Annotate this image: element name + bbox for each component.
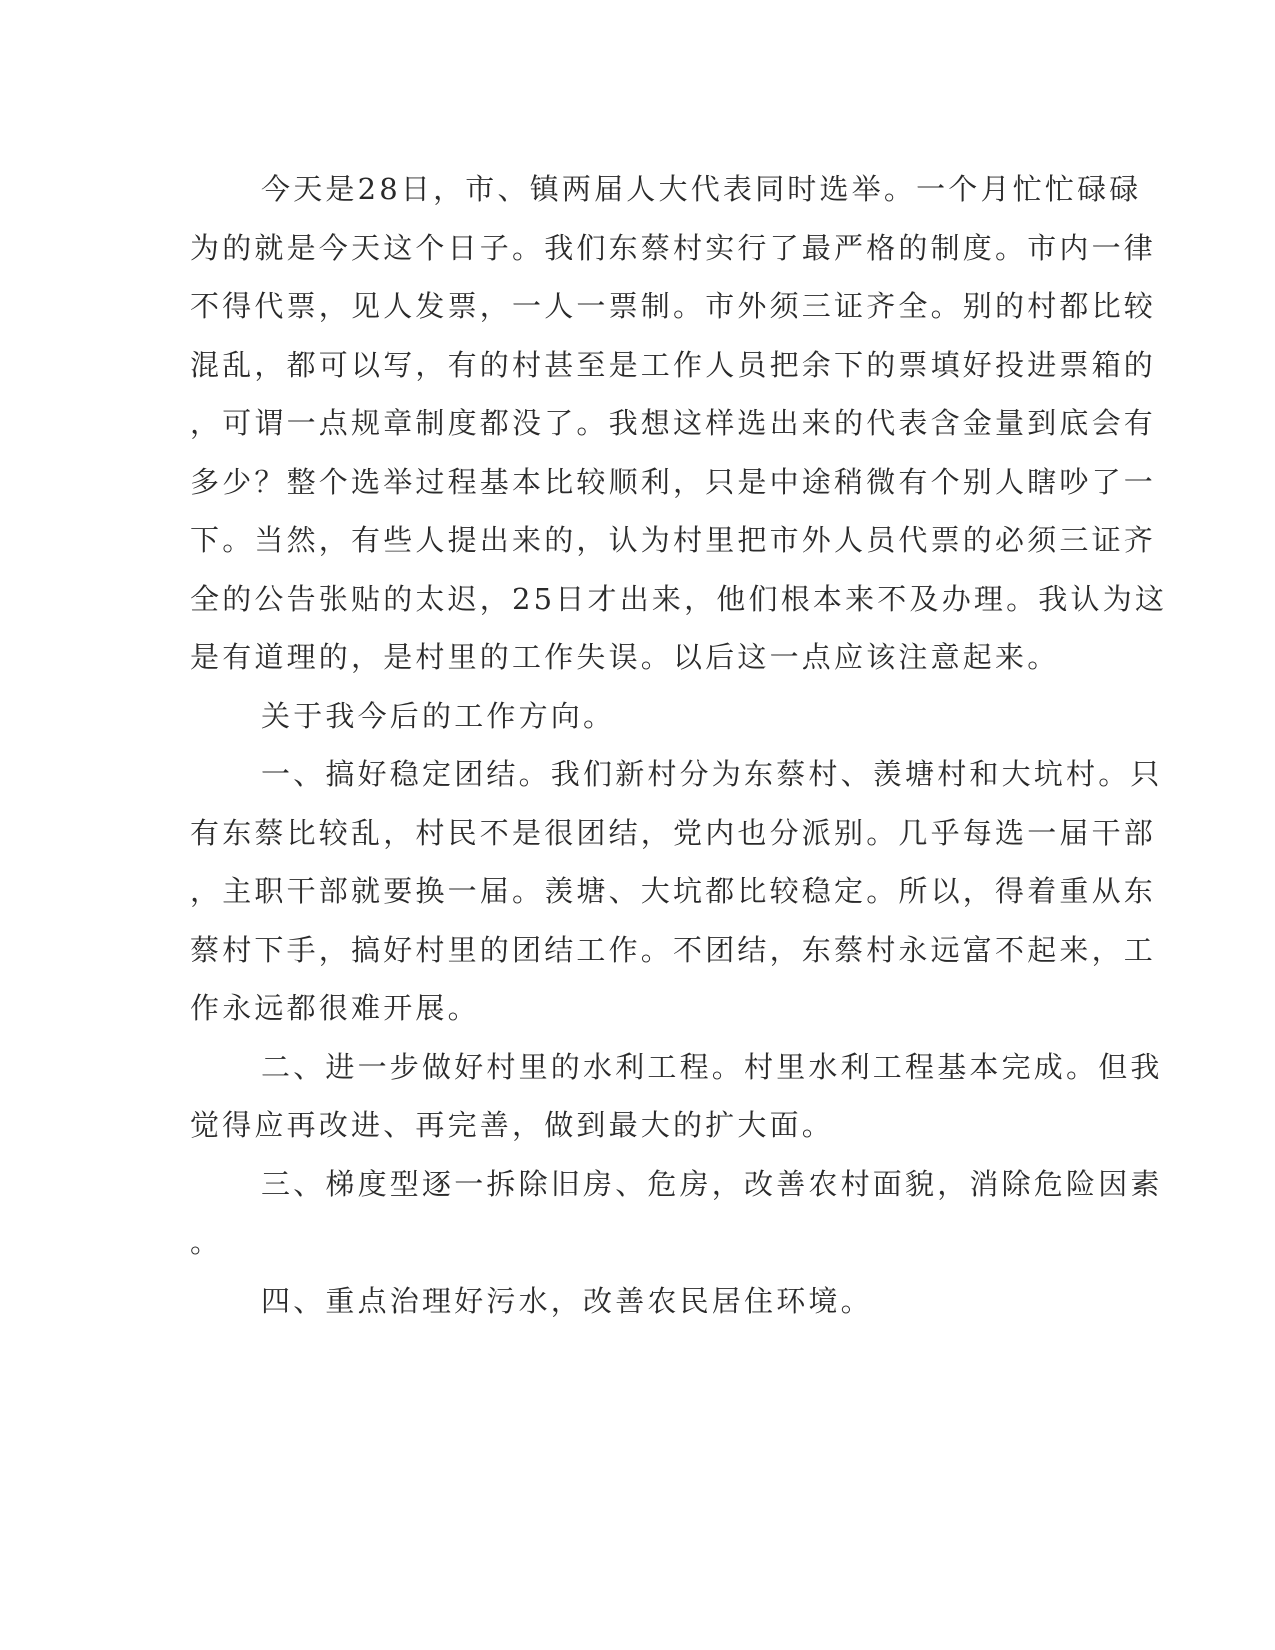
text-line: 下。当然，有些人提出来的，认为村里把市外人员代票的必须三证齐 [190,523,1157,557]
text-line: ，主职干部就要换一届。羡塘、大坑都比较稳定。所以，得着重从东 [190,874,1157,908]
text-line: 是有道理的，是村里的工作失误。以后这一点应该注意起来。 [190,640,1060,674]
text-line: ，可谓一点规章制度都没了。我想这样选出来的代表含金量到底会有 [190,406,1157,440]
text-line: 作永远都很难开展。 [190,991,480,1025]
text-line: 三、梯度型逐一拆除旧房、危房，改善农村面貌，消除危险因素 [261,1166,1163,1201]
text-line: 蔡村下手，搞好村里的团结工作。不团结，东蔡村永远富不起来，工 [190,932,1157,967]
text-line: 今天是28日，市、镇两届人大代表同时选举。一个月忙忙碌碌 [261,172,1142,206]
text-line: 不得代票，见人发票，一人一票制。市外须三证齐全。别的村都比较 [190,289,1157,323]
text-line: 二、进一步做好村里的水利工程。村里水利工程基本完成。但我 [261,1049,1163,1084]
document-body [190,160,1168,1330]
text-line: 关于我今后的工作方向。 [261,698,616,733]
text-line: 觉得应再改进、再完善，做到最大的扩大面。 [190,1108,835,1142]
text-line: 为的就是今天这个日子。我们东蔡村实行了最严格的制度。市内一律 [190,230,1157,265]
text-line: 有东蔡比较乱，村民不是很团结，党内也分派别。几乎每选一届干部 [190,815,1157,850]
text-line: 全的公告张贴的太迟，25日才出来，他们根本来不及办理。我认为这 [190,581,1168,616]
text-line: 。 [190,1225,223,1259]
text-line: 四、重点治理好污水，改善农民居住环境。 [261,1283,873,1318]
text-line: 一、搞好稳定团结。我们新村分为东蔡村、羡塘村和大坑村。只 [261,757,1163,791]
text-line: 混乱，都可以写，有的村甚至是工作人员把余下的票填好投进票箱的 [190,347,1157,382]
text-line: 多少？整个选举过程基本比较顺利，只是中途稍微有个别人瞎吵了一 [190,464,1157,499]
